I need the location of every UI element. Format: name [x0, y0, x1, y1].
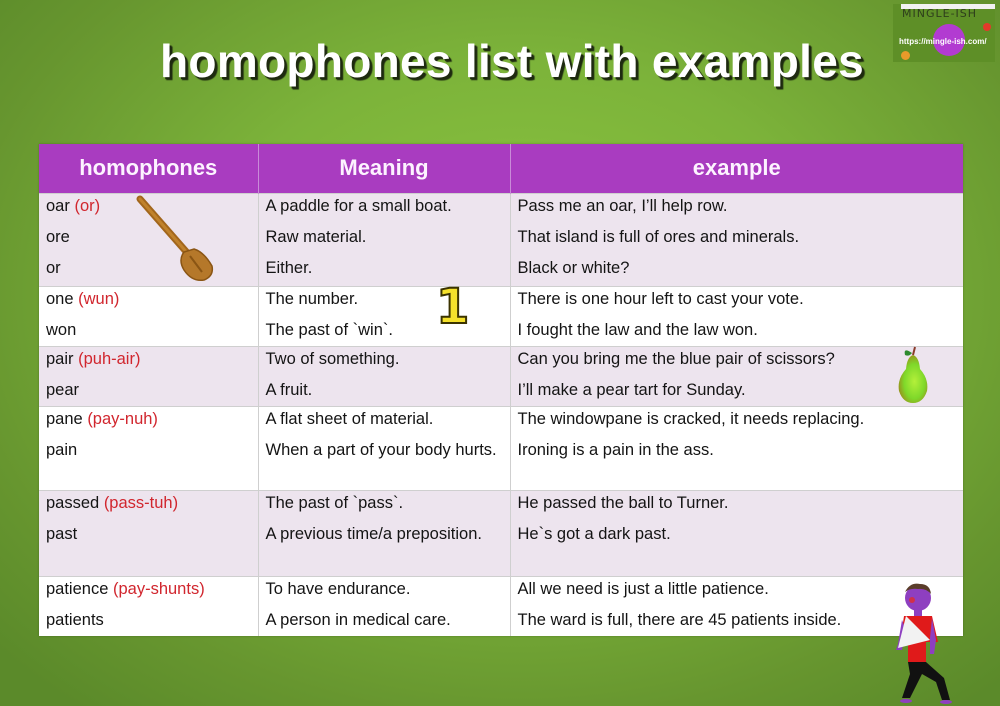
meaning: A paddle for a small boat. [265, 196, 452, 215]
word-line [46, 608, 252, 632]
word-line [46, 318, 252, 342]
phonetic: (pay-shunts) [112, 579, 205, 598]
word: pain [46, 440, 78, 459]
word-line [46, 491, 252, 515]
meaning: A fruit. [265, 380, 313, 399]
meaning-cell [258, 576, 510, 636]
word: patients [46, 610, 104, 629]
table-row [39, 286, 963, 346]
word: one [46, 289, 74, 308]
word: pane [46, 409, 83, 428]
word: ore [46, 227, 70, 246]
phonetic: (wun) [78, 289, 120, 308]
word-line [46, 347, 252, 371]
word: won [46, 320, 77, 339]
mingle-ish-logo[interactable] [893, 4, 995, 62]
meaning: A person in medical care. [265, 610, 451, 629]
header-example: example [510, 144, 963, 193]
word: past [46, 524, 78, 543]
meaning-cell [258, 406, 510, 490]
example-cell [510, 193, 963, 286]
phonetic: (pay-nuh) [87, 409, 158, 428]
meaning: Two of something. [265, 349, 400, 368]
meaning-cell [258, 490, 510, 576]
meaning-cell [258, 286, 510, 346]
pear-icon [893, 345, 933, 405]
homophones-cell [39, 576, 258, 636]
header-meaning: Meaning [258, 144, 510, 193]
example-cell [510, 406, 963, 490]
word-line [46, 522, 252, 546]
word: pear [46, 380, 80, 399]
example: I’ll make a pear tart for Sunday. [517, 380, 746, 399]
word: patience [46, 579, 109, 598]
oar-paddle-icon [134, 194, 219, 286]
example: There is one hour left to cast your vote. [517, 289, 804, 308]
word-line [46, 378, 252, 402]
table-header-row [39, 144, 963, 193]
example: That island is full of ores and minerals. [517, 227, 800, 246]
logo-brand: MINGLE-ISH [902, 7, 978, 20]
homophones-cell [39, 346, 258, 406]
example: Black or white? [517, 258, 630, 277]
homophones-cell [39, 406, 258, 490]
word-line [46, 438, 252, 462]
word-line [46, 407, 252, 431]
logo-orange-dot-icon [901, 51, 910, 60]
meaning: The past of `win`. [265, 320, 393, 339]
example: Pass me an oar, I’ll help row. [517, 196, 728, 215]
logo-url[interactable]: https://mingle-ish.com/ [899, 37, 987, 46]
meaning-cell [258, 193, 510, 286]
example: He`s got a dark past. [517, 524, 671, 543]
phonetic: (puh-air) [78, 349, 141, 368]
table-row [39, 406, 963, 490]
phonetic: (pass-tuh) [103, 493, 179, 512]
meaning: A flat sheet of material. [265, 409, 434, 428]
meaning-cell [258, 346, 510, 406]
meaning: The past of `pass`. [265, 493, 404, 512]
word-line [46, 577, 252, 601]
example-cell [510, 286, 963, 346]
meaning: To have endurance. [265, 579, 411, 598]
example: The windowpane is cracked, it needs replacing. [517, 409, 865, 428]
example: Ironing is a pain in the ass. [517, 440, 714, 459]
example-cell [510, 490, 963, 576]
table-row [39, 576, 963, 636]
example: All we need is just a little patience. [517, 579, 769, 598]
example: Can you bring me the blue pair of scissors? [517, 349, 835, 368]
meaning: When a part of your body hurts. [265, 440, 497, 459]
meaning: Raw material. [265, 227, 367, 246]
word: or [46, 258, 61, 277]
meaning: The number. [265, 289, 359, 308]
word: passed [46, 493, 100, 512]
example: He passed the ball to Turner. [517, 493, 729, 512]
example: The ward is full, there are 45 patients inside. [517, 610, 842, 629]
page-title: homophones list with examples [160, 35, 864, 87]
phonetic: (or) [74, 196, 101, 215]
meaning: Either. [265, 258, 313, 277]
word: pair [46, 349, 74, 368]
example: I fought the law and the law won. [517, 320, 758, 339]
word: oar [46, 196, 70, 215]
injured-person-icon [888, 578, 960, 706]
header-homophones: homophones [39, 144, 258, 193]
table-row [39, 346, 963, 406]
word-line [46, 287, 252, 311]
logo-red-dot-icon [983, 23, 991, 31]
number-one-icon: 1 [436, 279, 470, 335]
homophones-cell [39, 286, 258, 346]
table-row [39, 490, 963, 576]
meaning: A previous time/a preposition. [265, 524, 482, 543]
homophones-cell [39, 490, 258, 576]
